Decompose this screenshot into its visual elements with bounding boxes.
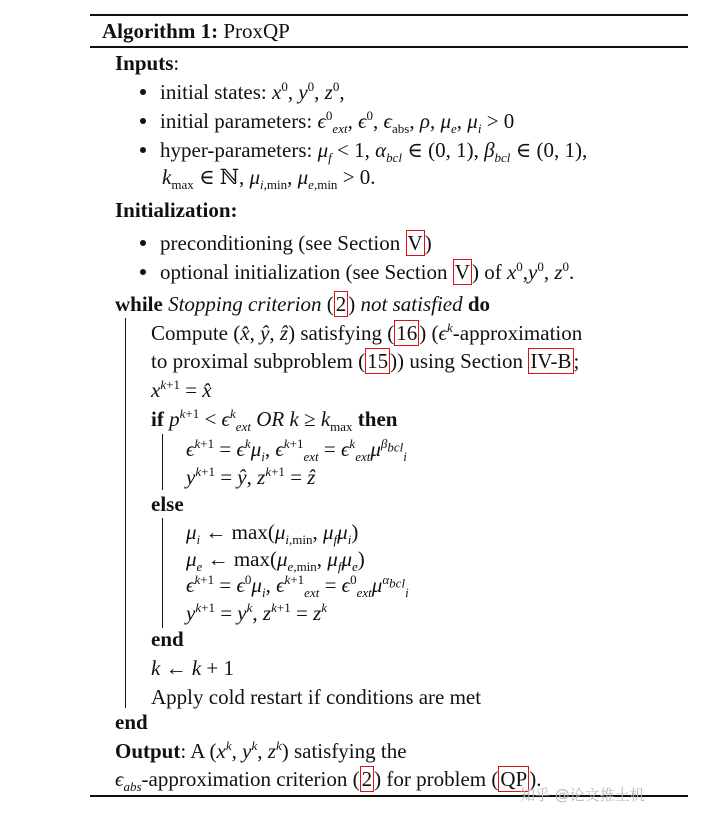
eq-ref-2[interactable]: 2 xyxy=(361,767,373,791)
else-line: else xyxy=(151,492,184,516)
inputs-item-params: initial parameters: $\epsilon^0_{ext}$, $\epsilon^0$, $\epsilon_{abs}$, ρ, $\mu_e$, $\mu_i > 0$ xyxy=(140,108,514,134)
output-line-cont: $\epsilon_{abs}$-approximation criterion (2) for problem (QP). xyxy=(115,767,542,795)
k-increment-line: k ← k + 1 xyxy=(151,656,234,680)
if-body-bar xyxy=(162,434,163,490)
yz-keep-line: $y^{k+1} = y^k$, $z^{k+1} = z^k$ xyxy=(186,600,328,625)
section-ref-link[interactable]: V xyxy=(454,260,470,284)
section-ref-ivb[interactable]: IV-B xyxy=(530,349,572,373)
header-rule xyxy=(90,46,688,48)
mu-i-update-line: $\mu_i$ ← $\max(\mu_{i,min}$, $\mu_f\mu_i$) xyxy=(186,520,359,548)
inputs-item-states: initial states: $x^0$, $y^0$, $z^0$, xyxy=(140,79,345,105)
cold-restart-line: Apply cold restart if conditions are met xyxy=(151,685,482,709)
algorithm-label: Algorithm 1: xyxy=(102,19,219,43)
inputs-heading: Inputs: xyxy=(115,51,180,75)
while-line: while Stopping criterion (2) not satisfied do xyxy=(115,292,491,316)
while-body-bar xyxy=(125,318,126,708)
end-if-line: end xyxy=(151,627,184,651)
compute-line: Compute (x̂, ŷ, ẑ) satisfying (16) ($\epsilon^k$-approximation xyxy=(151,320,583,345)
x-update-line: $x^{k+1}$ = x̂ xyxy=(151,377,212,402)
init-item-optional: optional initialization (see Section V) of $x^0,y^0$, $z^0$. xyxy=(140,259,574,285)
section-ref-link[interactable]: V xyxy=(407,231,423,255)
eq-ref-15[interactable]: 15 xyxy=(367,349,389,373)
compute-line-cont: to proximal subproblem (15)) using Section IV-B; xyxy=(151,349,580,373)
init-item-precond: preconditioning (see Section V) xyxy=(140,230,432,256)
bullet-icon xyxy=(140,89,146,95)
initialization-heading: Initialization: xyxy=(115,198,238,222)
inputs-item-hyper-cont: $k_{max}$ ∈ ℕ, $\mu_{i,min}$, $\mu_{e,min} > 0$. xyxy=(162,165,376,193)
problem-ref-qp[interactable]: QP xyxy=(500,767,528,791)
top-rule xyxy=(90,14,688,16)
eq-ref-2[interactable]: 2 xyxy=(335,292,347,316)
yz-update-line: $y^{k+1}$ = ŷ, $z^{k+1}$ = ẑ xyxy=(186,464,316,489)
bullet-icon xyxy=(140,118,146,124)
else-body-bar xyxy=(162,518,163,628)
inputs-item-hyper: hyper-parameters: $\mu_f < 1$, $\alpha_{bcl}$ ∈ (0, 1), $\beta_{bcl}$ ∈ (0, 1), xyxy=(140,137,587,163)
output-line: Output: A ($x^k$, $y^k$, $z^k$) satisfying the xyxy=(115,738,407,763)
mu-e-update-line: $\mu_e$ ← $\max(\mu_{e,min}$, $\mu_f\mu_e$) xyxy=(186,547,365,575)
if-line: if $p^{k+1} < \epsilon^k_{ext}$ OR $k \ge k_{max}$ then xyxy=(151,406,398,435)
eps-reset-line: $\epsilon^{k+1} = \epsilon^0\mu_i$, $\epsilon^{k+1}_{ext} = \epsilon^0_{ext}\mu^{\alpha_{bcl}}_i$ xyxy=(186,572,409,601)
bullet-icon xyxy=(140,269,146,275)
algorithm-title xyxy=(102,18,290,44)
end-while-line: end xyxy=(115,710,148,734)
bullet-icon xyxy=(140,147,146,153)
watermark: 知乎 @论文推土机 xyxy=(520,786,645,804)
eps-update-line: $\epsilon^{k+1} = \epsilon^k\mu_i$, $\epsilon^{k+1}_{ext} = \epsilon^k_{ext}\mu^{\beta_{bcl}}_i$ xyxy=(186,436,407,465)
bullet-icon xyxy=(140,240,146,246)
algorithm-name: ProxQP xyxy=(223,19,290,43)
eq-ref-16[interactable]: 16 xyxy=(396,321,418,345)
